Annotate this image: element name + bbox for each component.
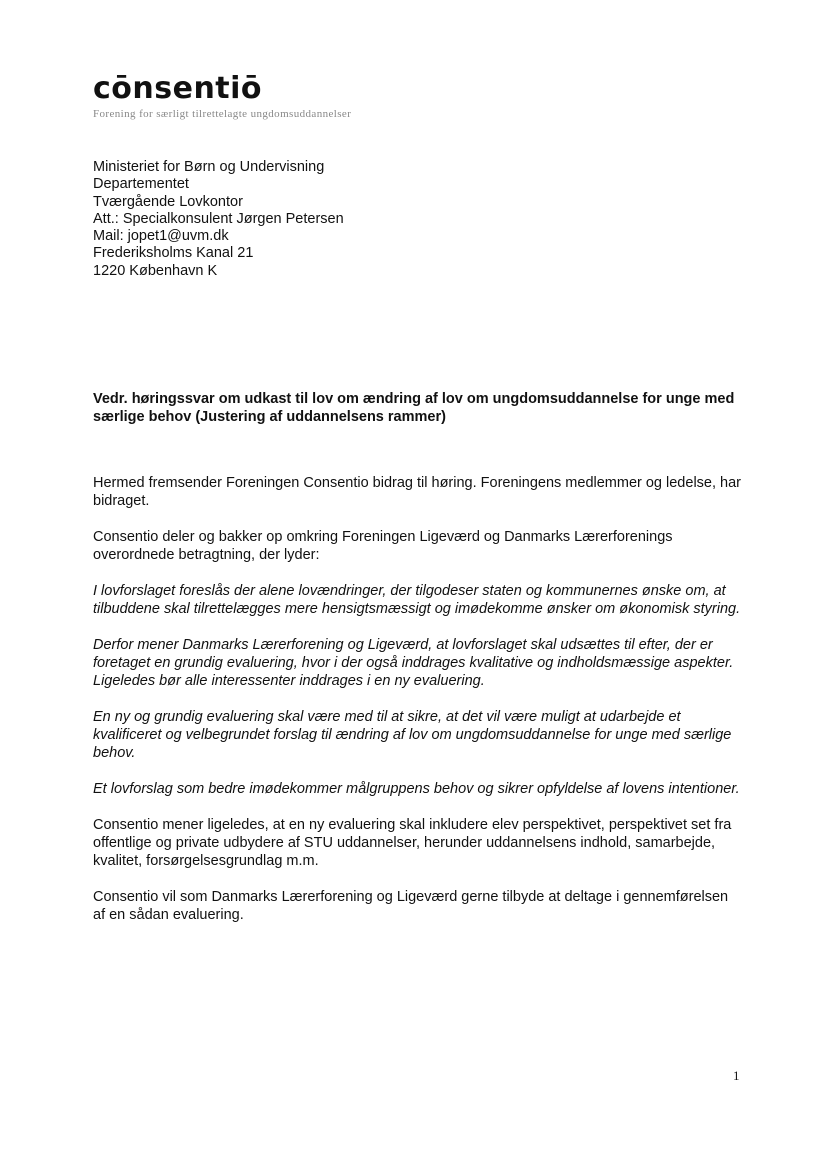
quoted-paragraph: Derfor mener Danmarks Lærerforening og Ligeværd, at lovforslaget skal udsættes til efter, der er foretaget en grundig evaluering, hvor i der også inddrages kvalitative og indholdsmæssige aspekter. Ligeledes bør alle interessenter inddrages i en ny evaluering.	[93, 637, 734, 689]
letter-subject: Vedr. høringssvar om udkast til lov om ændring af lov om ungdomsuddannelse for unge med særlige behov (Justering af uddannelsens rammer)	[93, 391, 735, 425]
logo-tagline: Forening for særligt tilrettelagte ungdomsuddannelser	[93, 108, 352, 120]
address-line: Frederiksholms Kanal 21	[93, 245, 254, 262]
address-line: 1220 København K	[93, 262, 218, 279]
consentio-logo	[93, 72, 351, 120]
address-line: Mail: jopet1@uvm.dk	[93, 228, 229, 245]
body-paragraph: Consentio mener ligeledes, at en ny evaluering skal inkludere elev perspektivet, perspektivet set fra offentlige og private udbydere af STU uddannelser, herunder uddannelsens indhold, samarbejde, kvalitet, forsørgelsesgrundlag m.m.	[93, 817, 732, 869]
body-paragraph: Consentio deler og bakker op omkring Foreningen Ligeværd og Danmarks Lærerforenings overordnede betragtning, der lyder:	[93, 529, 673, 563]
logo-name: cōnsentiō	[93, 71, 263, 106]
address-line: Departementet	[93, 176, 189, 193]
quoted-paragraph: I lovforslaget foreslås der alene lovændringer, der tilgodeser staten og kommunernes ønske om, at tilbuddene skal tilrettelægges mere hensigtsmæssigt og imødekomme ønsker om økonomisk styring.	[93, 583, 741, 617]
quoted-paragraph: Et lovforslag som bedre imødekommer målgruppens behov og sikrer opfyldelse af lovens intentioner.	[93, 781, 740, 797]
body-paragraph: Consentio vil som Danmarks Lærerforening og Ligeværd gerne tilbyde at deltage i gennemførelsen af en sådan evaluering.	[93, 889, 729, 923]
address-line: Ministeriet for Børn og Undervisning	[93, 159, 325, 175]
quoted-paragraph: En ny og grundig evaluering skal være med til at sikre, at det vil være muligt at udarbejde et kvalificeret og velbegrundet forslag til ændring af lov om ungdomsuddannelse for unge med særlige behov.	[93, 709, 732, 761]
address-line: Att.: Specialkonsulent Jørgen Petersen	[93, 210, 344, 227]
letter-body	[93, 474, 743, 942]
address-line: Tværgående Lovkontor	[93, 193, 243, 210]
page-number: 1	[733, 1068, 740, 1083]
body-paragraph: Hermed fremsender Foreningen Consentio bidrag til høring. Foreningens medlemmer og ledelse, har bidraget.	[93, 475, 741, 509]
recipient-address	[93, 159, 344, 280]
